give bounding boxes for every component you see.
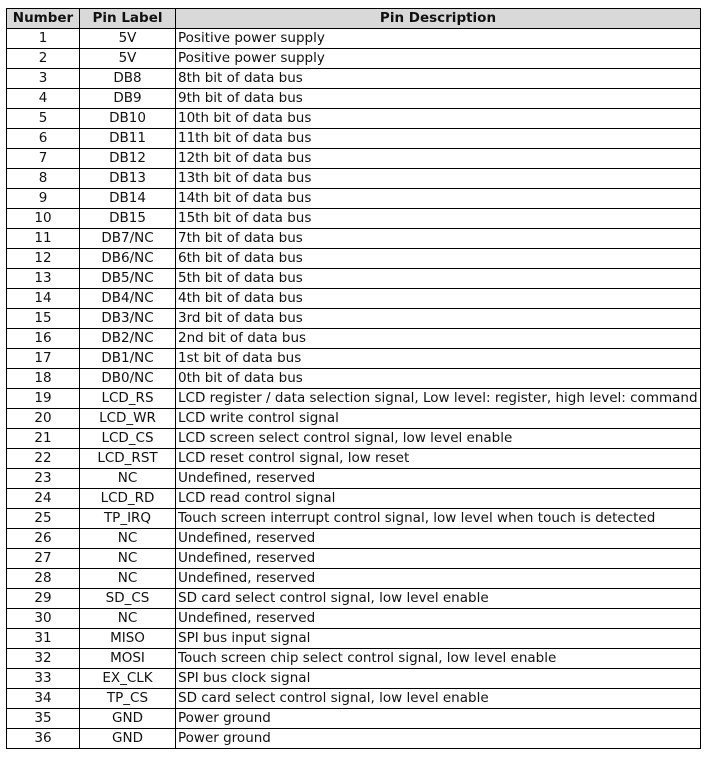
cell-pin-description: Power ground [176,729,701,749]
table-row [7,169,701,189]
cell-number: 21 [7,429,80,449]
table-row [7,729,701,749]
table-row [7,709,701,729]
cell-pin-description: 3rd bit of data bus [176,309,701,329]
cell-pin-description: 14th bit of data bus [176,189,701,209]
cell-pin-description: Undefined, reserved [176,469,701,489]
table-row [7,449,701,469]
cell-number: 27 [7,549,80,569]
table-row [7,109,701,129]
cell-number: 25 [7,509,80,529]
table-row [7,469,701,489]
table-row [7,69,701,89]
cell-number: 2 [7,49,80,69]
cell-pin-description: Undefined, reserved [176,549,701,569]
cell-number: 14 [7,289,80,309]
cell-number: 11 [7,229,80,249]
cell-number: 22 [7,449,80,469]
header-pin-description: Pin Description [176,9,701,29]
cell-pin-label: MISO [80,629,176,649]
cell-pin-description: Touch screen chip select control signal, low level enable [176,649,701,669]
cell-number: 29 [7,589,80,609]
header-number: Number [7,9,80,29]
cell-number: 19 [7,389,80,409]
table-header [7,9,701,29]
cell-pin-description: 10th bit of data bus [176,109,701,129]
table-row [7,49,701,69]
cell-pin-description: SD card select control signal, low level enable [176,589,701,609]
cell-pin-label: TP_IRQ [80,509,176,529]
cell-pin-label: TP_CS [80,689,176,709]
cell-pin-label: DB6/NC [80,249,176,269]
cell-pin-label: DB9 [80,89,176,109]
table-row [7,529,701,549]
table-row [7,669,701,689]
cell-pin-label: 5V [80,49,176,69]
cell-pin-label: DB10 [80,109,176,129]
cell-pin-label: EX_CLK [80,669,176,689]
cell-pin-label: DB14 [80,189,176,209]
table-row [7,29,701,49]
cell-number: 32 [7,649,80,669]
cell-pin-label: DB2/NC [80,329,176,349]
cell-number: 28 [7,569,80,589]
table-row [7,549,701,569]
cell-pin-label: SD_CS [80,589,176,609]
cell-pin-label: DB1/NC [80,349,176,369]
cell-number: 33 [7,669,80,689]
cell-pin-description: LCD register / data selection signal, Low level: register, high level: command [176,389,701,409]
cell-pin-description: 11th bit of data bus [176,129,701,149]
cell-pin-description: SD card select control signal, low level enable [176,689,701,709]
cell-number: 16 [7,329,80,349]
cell-pin-label: LCD_CS [80,429,176,449]
cell-pin-label: LCD_WR [80,409,176,429]
table-row [7,369,701,389]
cell-pin-label: DB5/NC [80,269,176,289]
cell-pin-description: 12th bit of data bus [176,149,701,169]
cell-pin-description: 15th bit of data bus [176,209,701,229]
table-row [7,149,701,169]
cell-pin-label: DB0/NC [80,369,176,389]
cell-number: 34 [7,689,80,709]
cell-pin-description: 9th bit of data bus [176,89,701,109]
cell-pin-label: DB13 [80,169,176,189]
table-row [7,89,701,109]
cell-number: 24 [7,489,80,509]
cell-pin-label: DB12 [80,149,176,169]
table-row [7,609,701,629]
table-row [7,649,701,669]
cell-number: 35 [7,709,80,729]
table-row [7,289,701,309]
cell-number: 26 [7,529,80,549]
table-row [7,269,701,289]
cell-pin-description: 6th bit of data bus [176,249,701,269]
cell-pin-label: LCD_RS [80,389,176,409]
cell-number: 5 [7,109,80,129]
cell-pin-description: 13th bit of data bus [176,169,701,189]
cell-pin-description: LCD read control signal [176,489,701,509]
cell-number: 3 [7,69,80,89]
cell-pin-label: DB15 [80,209,176,229]
cell-pin-description: SPI bus clock signal [176,669,701,689]
cell-pin-label: NC [80,549,176,569]
cell-pin-description: 0th bit of data bus [176,369,701,389]
cell-pin-description: LCD screen select control signal, low level enable [176,429,701,449]
table-row [7,589,701,609]
cell-pin-description: SPI bus input signal [176,629,701,649]
cell-number: 31 [7,629,80,649]
cell-number: 7 [7,149,80,169]
cell-number: 12 [7,249,80,269]
cell-pin-label: NC [80,609,176,629]
cell-pin-description: 2nd bit of data bus [176,329,701,349]
table-row [7,129,701,149]
table-row [7,389,701,409]
cell-number: 9 [7,189,80,209]
cell-number: 18 [7,369,80,389]
cell-number: 10 [7,209,80,229]
table-row [7,569,701,589]
cell-number: 1 [7,29,80,49]
cell-number: 36 [7,729,80,749]
cell-pin-description: Positive power supply [176,49,701,69]
cell-number: 13 [7,269,80,289]
cell-pin-description: 7th bit of data bus [176,229,701,249]
cell-pin-description: 5th bit of data bus [176,269,701,289]
cell-pin-description: Power ground [176,709,701,729]
table-row [7,189,701,209]
cell-pin-label: DB7/NC [80,229,176,249]
cell-pin-description: Undefined, reserved [176,609,701,629]
cell-pin-description: 4th bit of data bus [176,289,701,309]
pin-table [6,8,701,749]
cell-pin-label: LCD_RD [80,489,176,509]
header-pin-label: Pin Label [80,9,176,29]
table-body [7,29,701,749]
table-row [7,309,701,329]
cell-number: 23 [7,469,80,489]
cell-number: 17 [7,349,80,369]
table-row [7,409,701,429]
cell-pin-label: LCD_RST [80,449,176,469]
cell-number: 15 [7,309,80,329]
cell-pin-label: GND [80,729,176,749]
cell-pin-description: 8th bit of data bus [176,69,701,89]
cell-pin-description: Positive power supply [176,29,701,49]
cell-pin-label: GND [80,709,176,729]
table-row [7,249,701,269]
table-row [7,329,701,349]
cell-pin-label: NC [80,469,176,489]
cell-number: 30 [7,609,80,629]
cell-pin-description: LCD reset control signal, low reset [176,449,701,469]
cell-number: 8 [7,169,80,189]
header-row [7,9,701,29]
table-row [7,489,701,509]
cell-pin-description: 1st bit of data bus [176,349,701,369]
cell-pin-description: Touch screen interrupt control signal, low level when touch is detected [176,509,701,529]
cell-number: 4 [7,89,80,109]
table-row [7,509,701,529]
cell-pin-label: NC [80,569,176,589]
cell-pin-label: DB8 [80,69,176,89]
cell-pin-label: 5V [80,29,176,49]
cell-pin-description: Undefined, reserved [176,529,701,549]
table-row [7,429,701,449]
table-row [7,689,701,709]
cell-pin-description: Undefined, reserved [176,569,701,589]
cell-pin-label: DB3/NC [80,309,176,329]
cell-pin-description: LCD write control signal [176,409,701,429]
cell-pin-label: DB4/NC [80,289,176,309]
table-row [7,349,701,369]
cell-number: 6 [7,129,80,149]
cell-pin-label: MOSI [80,649,176,669]
table-row [7,229,701,249]
cell-pin-label: DB11 [80,129,176,149]
table-row [7,629,701,649]
cell-pin-label: NC [80,529,176,549]
table-row [7,209,701,229]
cell-number: 20 [7,409,80,429]
